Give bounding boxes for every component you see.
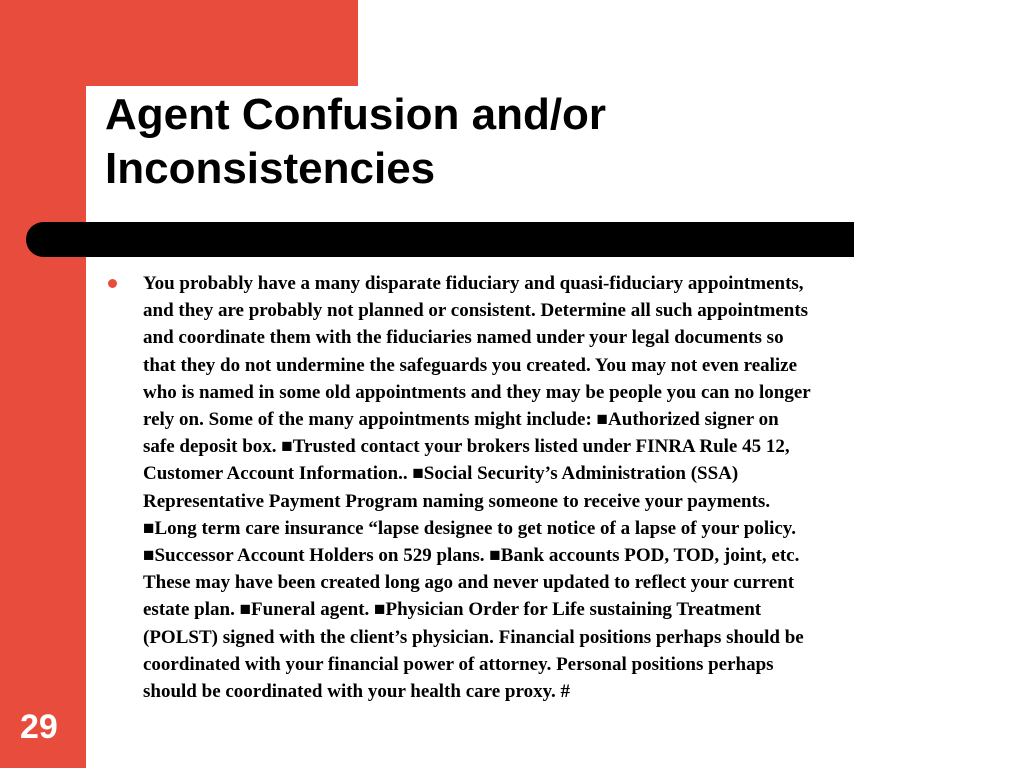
bullet-paragraph — [143, 270, 953, 705]
body-line: ■Long term care insurance “lapse designee to get notice of a lapse of your policy. — [143, 517, 797, 539]
slide-number: 29 — [20, 708, 58, 746]
slide-title — [105, 88, 865, 196]
bullet-dot-icon — [108, 279, 117, 288]
body-line: coordinated with your financial power of attorney. Personal positions perhaps — [143, 653, 774, 675]
body-line: estate plan. ■Funeral agent. ■Physician Order for Life sustaining Treatment — [143, 599, 762, 621]
body-line: (POLST) signed with the client’s physician. Financial positions perhaps should be — [143, 626, 804, 648]
body-line: You probably have a many disparate fiduciary and quasi-fiduciary appointments, — [143, 273, 804, 294]
slide-title-line-2: Inconsistencies — [105, 144, 436, 193]
body-line: Representative Payment Program naming someone to receive your payments. — [143, 490, 771, 512]
title-divider-bar — [26, 222, 854, 257]
body-line: who is named in some old appointments and they may be people you can no longer — [143, 381, 811, 403]
left-accent-bar — [0, 0, 86, 768]
body-line: ■Successor Account Holders on 529 plans. ■Bank accounts POD, TOD, joint, etc. — [143, 545, 800, 567]
body-line: Customer Account Information.. ■Social Security’s Administration (SSA) — [143, 463, 739, 485]
top-accent-block — [0, 0, 358, 86]
body-line: that they do not undermine the safeguards you created. You may not even realize — [143, 354, 798, 376]
body-line: and they are probably not planned or consistent. Determine all such appointments — [143, 300, 809, 322]
body-line: rely on. Some of the many appointments might include: ■Authorized signer on — [143, 409, 779, 431]
slide-title-line-1: Agent Confusion and/or — [105, 90, 607, 139]
body-line: and coordinate them with the fiduciaries named under your legal documents so — [143, 327, 784, 349]
body-line: safe deposit box. ■Trusted contact your brokers listed under FINRA Rule 45 12, — [143, 436, 790, 458]
body-line: These may have been created long ago and never updated to reflect your current — [143, 572, 795, 594]
body-line: should be coordinated with your health care proxy. # — [143, 681, 571, 703]
